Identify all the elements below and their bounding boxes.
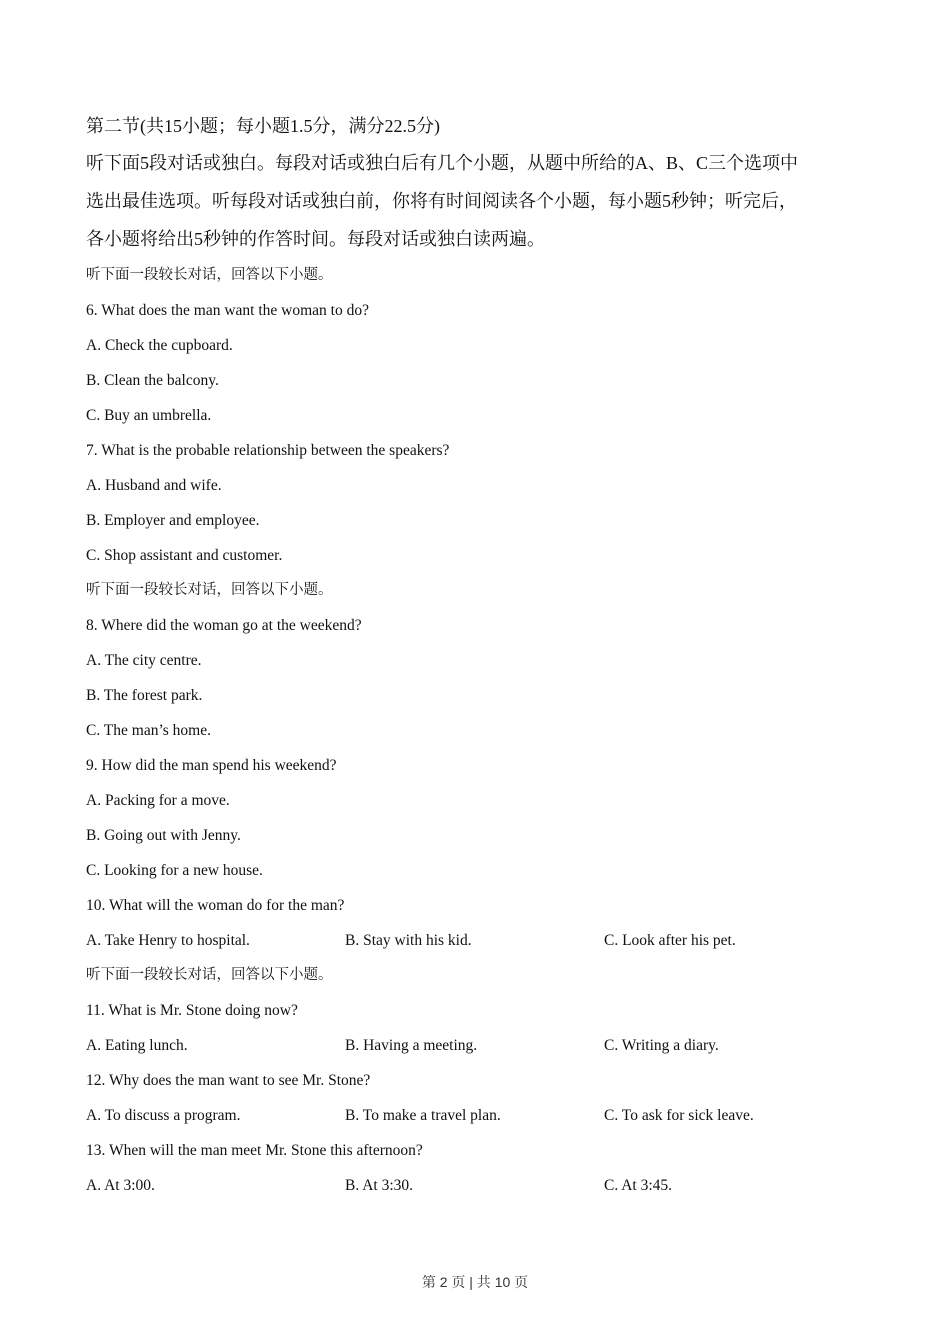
option-row <box>86 923 866 958</box>
answer-option: C. The man’s home. <box>86 722 211 739</box>
answer-option: A. Check the cupboard. <box>86 337 233 354</box>
answer-option: A. Eating lunch. <box>86 1037 188 1054</box>
answer-option: B. Going out with Jenny. <box>86 827 241 844</box>
option-row <box>86 1098 866 1133</box>
answer-option: C. Shop assistant and customer. <box>86 547 283 564</box>
section-note: 听下面一段较长对话，回答以下小题。 <box>86 967 333 983</box>
answer-option: B. Employer and employee. <box>86 512 260 529</box>
answer-option: C. At 3:45. <box>604 1177 673 1194</box>
answer-option: C. Buy an umbrella. <box>86 407 212 424</box>
section-heading: 第二节(共15小题；每小题1.5分，满分22.5分) <box>86 116 440 136</box>
question-list <box>86 258 866 1203</box>
answer-option: A. Packing for a move. <box>86 792 230 809</box>
answer-option: B. At 3:30. <box>345 1177 414 1194</box>
answer-option: B. To make a travel plan. <box>345 1107 501 1124</box>
question-text: 13. When will the man meet Mr. Stone this afternoon? <box>86 1142 423 1159</box>
answer-option: B. Clean the balcony. <box>86 372 219 389</box>
answer-option: C. Writing a diary. <box>604 1037 719 1054</box>
question-text: 6. What does the man want the woman to do? <box>86 302 369 319</box>
answer-option: B. Having a meeting. <box>345 1037 478 1054</box>
section-note: 听下面一段较长对话，回答以下小题。 <box>86 582 333 598</box>
question-text: 9. How did the man spend his weekend? <box>86 757 337 774</box>
page-footer: 第 2 页 | 共 10 页 <box>421 1274 529 1290</box>
question-text: 11. What is Mr. Stone doing now? <box>86 1002 298 1019</box>
answer-option: A. At 3:00. <box>86 1177 155 1194</box>
question-text: 7. What is the probable relationship between the speakers? <box>86 442 450 459</box>
question-text: 8. Where did the woman go at the weekend? <box>86 617 362 634</box>
answer-option: C. To ask for sick leave. <box>604 1107 754 1124</box>
section-instructions <box>86 144 856 258</box>
answer-option: A. The city centre. <box>86 652 202 669</box>
answer-option: A. Husband and wife. <box>86 477 222 494</box>
answer-option: A. To discuss a program. <box>86 1107 241 1124</box>
answer-option: A. Take Henry to hospital. <box>86 932 250 949</box>
answer-option: C. Look after his pet. <box>604 932 736 949</box>
section-note: 听下面一段较长对话，回答以下小题。 <box>86 267 333 283</box>
question-text: 10. What will the woman do for the man? <box>86 897 345 914</box>
option-row <box>86 1168 866 1203</box>
instruction-line: 选出最佳选项。听每段对话或独白前，你将有时间阅读各个小题，每小题5秒钟；听完后， <box>86 191 797 211</box>
answer-option: C. Looking for a new house. <box>86 862 263 879</box>
instruction-line: 各小题将给出5秒钟的作答时间。每段对话或独白读两遍。 <box>86 229 545 249</box>
answer-option: B. The forest park. <box>86 687 203 704</box>
option-row <box>86 1028 866 1063</box>
question-text: 12. Why does the man want to see Mr. Stone? <box>86 1072 371 1089</box>
instruction-line: 听下面5段对话或独白。每段对话或独白后有几个小题，从题中所给的A、B、C三个选项中 <box>86 153 799 173</box>
answer-option: B. Stay with his kid. <box>345 932 472 949</box>
